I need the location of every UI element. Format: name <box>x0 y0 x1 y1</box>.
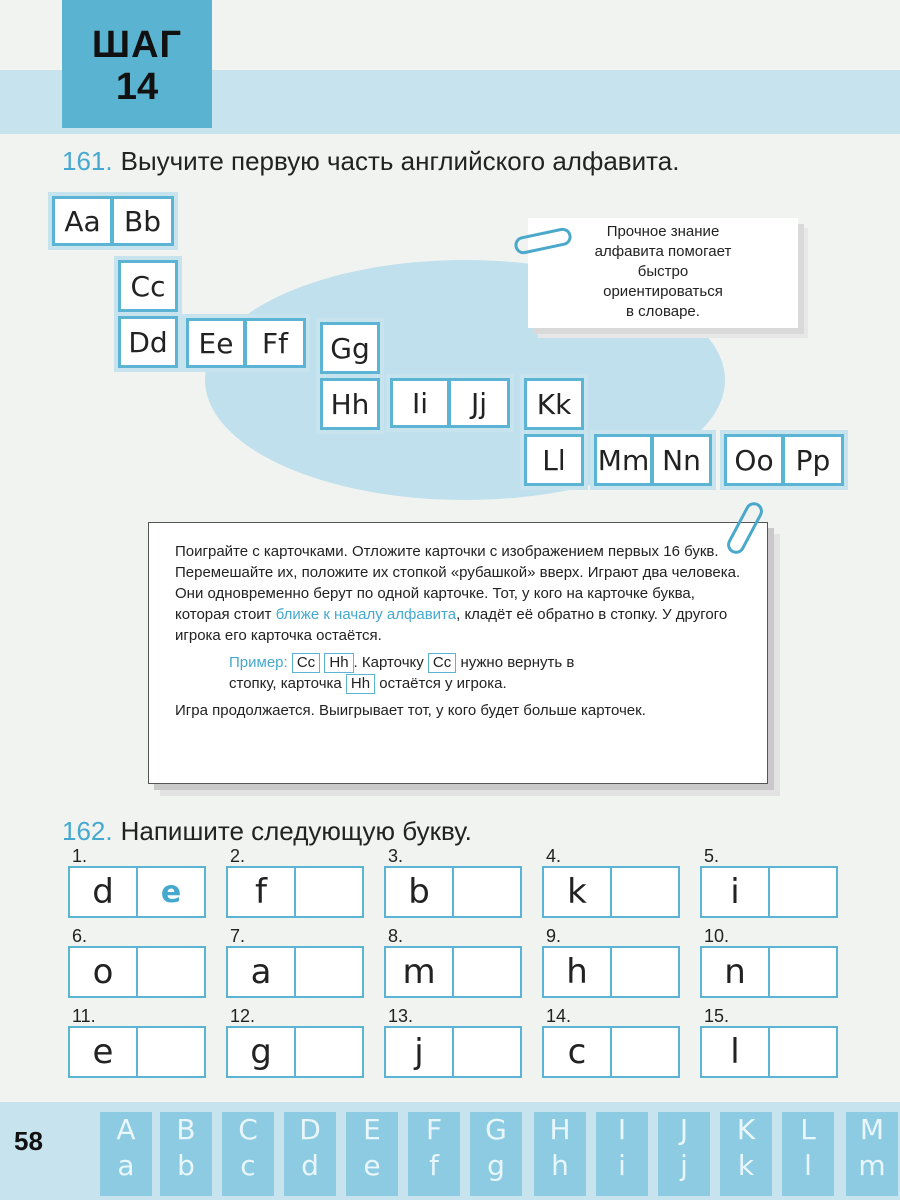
game-paragraph <box>175 541 745 646</box>
item-number: 3. <box>388 846 404 866</box>
answer-cell[interactable] <box>294 1028 362 1076</box>
alphabet-tab <box>346 1112 398 1196</box>
alphabet-upper: I <box>617 1113 627 1146</box>
note-line: быстро <box>637 263 689 280</box>
alphabet-upper: A <box>116 1113 136 1146</box>
card-letter: Pp <box>784 434 844 486</box>
alphabet-tab <box>470 1112 522 1196</box>
answer-cell[interactable] <box>610 948 678 996</box>
card-letter: Ll <box>524 434 584 486</box>
example-label: Пример: <box>229 654 288 671</box>
card-letter: Ii <box>390 378 450 428</box>
alphabet-tab <box>720 1112 772 1196</box>
alphabet-upper: M <box>859 1113 885 1146</box>
answer-cell[interactable] <box>136 948 204 996</box>
example-text: . Карточку <box>353 654 424 671</box>
card-letter: Jj <box>450 378 510 428</box>
item-number: 10. <box>704 926 730 946</box>
alphabet-tab <box>658 1112 710 1196</box>
item-number: 5. <box>704 846 720 866</box>
alphabet-lower: e <box>363 1149 381 1182</box>
alphabet-tab <box>222 1112 274 1196</box>
card-pair-ef <box>182 314 310 372</box>
alphabet-tab <box>782 1112 834 1196</box>
answer-box <box>384 946 522 998</box>
page-number: 58 <box>14 1126 43 1156</box>
exercise-text: Выучите первую часть английского алфавита. <box>120 146 680 176</box>
alphabet-lower: a <box>117 1149 135 1182</box>
given-letter: k <box>567 872 587 912</box>
answer-cell[interactable] <box>452 868 520 916</box>
answer-cell[interactable] <box>452 1028 520 1076</box>
answer-box <box>542 866 680 918</box>
alphabet-tab <box>534 1112 586 1196</box>
given-letter: l <box>730 1032 740 1072</box>
answer-cell[interactable] <box>768 1028 836 1076</box>
exercise-161-title <box>62 146 679 177</box>
item-number: 7. <box>230 926 246 946</box>
alphabet-tab <box>100 1112 152 1196</box>
answer-box <box>384 866 522 918</box>
item-number: 4. <box>546 846 562 866</box>
answer-box <box>700 866 838 918</box>
alphabet-lower: k <box>737 1149 755 1182</box>
answer-box <box>384 1026 522 1078</box>
answer-box <box>226 1026 364 1078</box>
answer-box <box>542 946 680 998</box>
answer-box <box>68 946 206 998</box>
step-number: 14 <box>115 66 159 108</box>
alphabet-upper: L <box>800 1113 816 1146</box>
card-stack-gh <box>316 318 384 434</box>
card-pair-mn <box>590 430 716 490</box>
alphabet-tab <box>596 1112 648 1196</box>
example-text: нужно вернуть в <box>460 654 575 671</box>
item-number: 12. <box>230 1006 256 1026</box>
card-letter: Cc <box>118 260 178 312</box>
alphabet-upper: J <box>679 1113 689 1146</box>
alphabet-upper: F <box>425 1113 443 1146</box>
card-pair-op <box>720 430 848 490</box>
given-letter: j <box>414 1032 424 1072</box>
answer-box <box>700 946 838 998</box>
item-number: 9. <box>546 926 562 946</box>
item-number: 8. <box>388 926 404 946</box>
mini-card: Hh <box>324 653 353 673</box>
given-letter: b <box>408 872 430 912</box>
answer-box <box>542 1026 680 1078</box>
exercise-162-title <box>62 816 472 847</box>
answer-cell[interactable] <box>610 868 678 916</box>
answer-box <box>226 946 364 998</box>
alphabet-tab <box>160 1112 212 1196</box>
card-letter: Bb <box>113 196 174 246</box>
alphabet-upper: E <box>363 1113 381 1146</box>
alphabet-lower: j <box>680 1149 688 1182</box>
given-letter: f <box>255 872 267 912</box>
note-line: алфавита помогает <box>594 243 732 260</box>
game-example <box>175 652 745 694</box>
given-letter: g <box>250 1032 272 1072</box>
alphabet-lower: l <box>804 1149 812 1182</box>
game-text: , кладёт её обратно в стопку. У другого игрока его карточка остаётся. <box>175 606 728 644</box>
note-line: в словаре. <box>626 303 700 320</box>
alphabet-tab <box>408 1112 460 1196</box>
alphabet-upper: D <box>299 1113 321 1146</box>
game-text: Поиграйте с карточками. Отложите карточки с изображением первых 16 букв. Перемешайте их, положите их стопкой «рубашкой» вверх. Играют два человека. Они одновременно берут по одной карточке. Тот, у кого на карточке буква, которая стоит <box>175 543 741 623</box>
item-number: 2. <box>230 846 246 866</box>
alphabet-lower: i <box>618 1149 626 1182</box>
exercise-text: Напишите следующую букву. <box>120 816 472 846</box>
alphabet-tab <box>284 1112 336 1196</box>
alphabet-upper: H <box>549 1113 571 1146</box>
card-stack-kl <box>520 374 588 490</box>
answer-cell[interactable] <box>294 868 362 916</box>
card-stack-cd <box>114 256 182 372</box>
given-letter: m <box>402 952 436 992</box>
game-paragraph: Игра продолжается. Выигрывает тот, у кого будет больше карточек. <box>175 702 646 719</box>
alphabet-lower: h <box>551 1149 569 1182</box>
alphabet-lower: m <box>858 1149 886 1182</box>
given-letter: h <box>566 952 588 992</box>
mini-card: Cc <box>292 653 320 673</box>
given-letter: n <box>724 952 746 992</box>
game-highlight: ближе к началу алфавита <box>275 606 457 623</box>
answer-box <box>700 1026 838 1078</box>
note-line: ориентироваться <box>603 283 723 300</box>
example-text: остаётся у игрока. <box>379 675 507 692</box>
answer-cell[interactable] <box>294 948 362 996</box>
answer-cell[interactable] <box>452 948 520 996</box>
alphabet-tab <box>846 1112 898 1196</box>
card-letter: Oo <box>724 434 784 486</box>
given-letter: a <box>250 952 272 992</box>
game-instructions <box>148 522 768 784</box>
exercise-number: 162. <box>62 816 113 846</box>
card-letter: Dd <box>118 316 178 368</box>
item-number: 1. <box>72 846 88 866</box>
answer-cell[interactable] <box>610 1028 678 1076</box>
given-letter: e <box>92 1032 114 1072</box>
item-number: 15. <box>704 1006 730 1026</box>
answer-box <box>226 866 364 918</box>
card-pair-ij <box>386 374 514 432</box>
alphabet-lower: d <box>301 1149 319 1182</box>
alphabet-lower: g <box>487 1149 505 1182</box>
mini-card: Hh <box>346 674 375 694</box>
alphabet-lower: f <box>429 1149 439 1182</box>
card-letter: Mm <box>594 434 653 486</box>
exercise-number: 161. <box>62 146 113 176</box>
item-number: 6. <box>72 926 88 946</box>
given-letter: i <box>730 872 740 912</box>
note-line: Прочное знание <box>606 223 720 240</box>
card-letter: Nn <box>653 434 712 486</box>
item-number: 14. <box>546 1006 572 1026</box>
alphabet-upper: C <box>238 1113 258 1146</box>
step-tab <box>62 0 212 128</box>
given-letter: d <box>92 872 114 912</box>
given-letter: o <box>92 952 114 992</box>
given-letter: c <box>567 1032 587 1072</box>
item-number: 11. <box>72 1006 96 1026</box>
answer-box <box>68 1026 206 1078</box>
card-letter: Gg <box>320 322 380 374</box>
card-letter: Ee <box>186 318 246 368</box>
card-letter: Aa <box>52 196 113 246</box>
item-number: 13. <box>388 1006 414 1026</box>
card-letter: Ff <box>246 318 306 368</box>
mini-card: Cc <box>428 653 456 673</box>
example-text: стопку, карточка <box>229 675 342 692</box>
answer-cell[interactable] <box>768 948 836 996</box>
answer-cell[interactable] <box>136 1028 204 1076</box>
step-word: ШАГ <box>91 24 183 66</box>
answer-box <box>68 866 206 918</box>
card-pair-ab <box>48 192 178 250</box>
answer-cell[interactable]: e <box>136 868 204 916</box>
alphabet-upper: G <box>485 1113 507 1146</box>
answer-cell[interactable] <box>768 868 836 916</box>
alphabet-lower: c <box>240 1149 256 1182</box>
card-letter: Hh <box>320 378 380 430</box>
alphabet-upper: B <box>176 1113 196 1146</box>
alphabet-upper: K <box>736 1113 756 1146</box>
alphabet-lower: b <box>177 1149 195 1182</box>
card-letter: Kk <box>524 378 584 430</box>
